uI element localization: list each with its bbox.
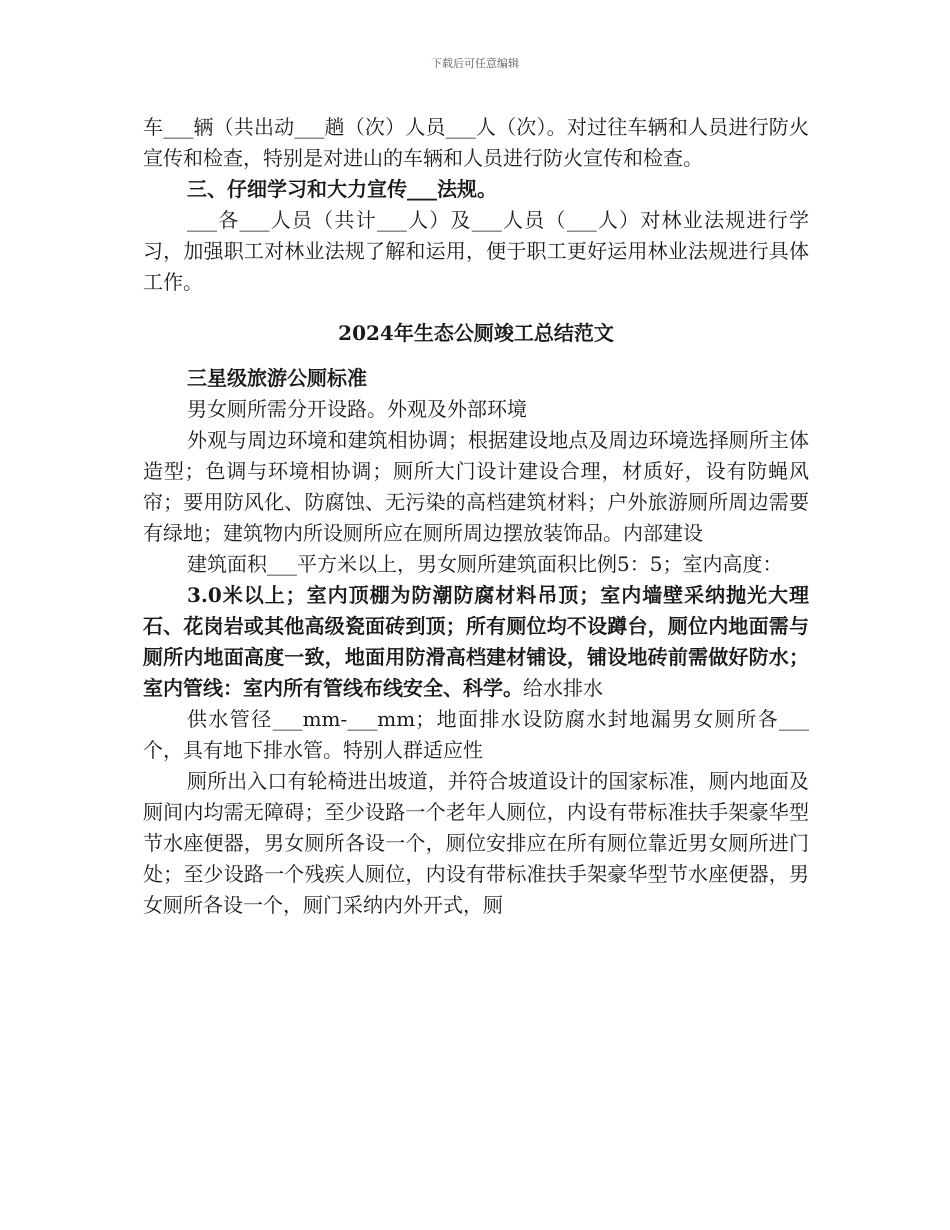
paragraph-water-supply: 供水管径___mm-___mm；地面排水设防腐水封地漏男女厕所各___个，具有地下排水管。特别人群适应性 (143, 707, 809, 762)
subheading-three-star-standard: 三星级旅游公厕标准 (187, 366, 367, 390)
document-title: 2024年生态公厕竣工总结范文 (338, 321, 614, 345)
page-header-note: 下载后可任意编辑 (431, 57, 519, 70)
paragraph-vehicle-inspection: 车___辆（共出动___趟（次）人员___人（次）。对过往车辆和人员进行防火宣传和检查，特别是对进山的车辆和人员进行防火宣传和检查。 (143, 115, 809, 170)
document-body (143, 112, 809, 921)
interior-construction-bold-text: 3.0米以上；室内顶棚为防潮防腐材料吊顶；室内墙壁采纳抛光大理石、花岗岩或其他高级瓷面砖到顶；所有厕位均不设蹲台，厕位内地面需与厕所内地面高度一致，地面用防滑高档建材铺设，铺设地砖前需做好防水；室内管线：室内所有管线布线安全、科学。 (143, 583, 809, 700)
paragraph-special-groups: 厕所出入口有轮椅进出坡道，并符合坡道设计的国家标准，厕内地面及厕间内均需无障碍；至少设路一个老年人厕位，内设有带标准扶手架豪华型节水座便器，男女厕所各设一个，厕位安排应在所有厕位靠近男女厕所进门处；至少设路一个残疾人厕位，内设有带标准扶手架豪华型节水座便器，男女厕所各设一个，厕门采纳内外开式，厕 (143, 769, 809, 917)
paragraph-building-area: 建筑面积___平方米以上，男女厕所建筑面积比例5：5；室内高度： (187, 552, 783, 576)
paragraph-forestry-law-study: ___各___人员（共计___人）及___人员（___人）对林业法规进行学习，加强职工对林业法规了解和运用，便于职工更好运用林业法规进行具体工作。 (143, 208, 809, 294)
paragraph-interior-construction (143, 580, 809, 704)
paragraph-separate-facilities: 男女厕所需分开设路。外观及外部环境 (187, 397, 527, 421)
paragraph-exterior-environment: 外观与周边环境和建筑相协调；根据建设地点及周边环境选择厕所主体造型；色调与环境相协调；厕所大门设计建设合理，材质好，设有防蝇风帘；要用防风化、防腐蚀、无污染的高档建筑材料；户外旅游厕所周边需要有绿地；建筑物内所设厕所应在厕所周边摆放装饰品。内部建设 (143, 428, 809, 545)
heading-section-three: 三、仔细学习和大力宣传___法规。 (187, 177, 497, 201)
water-supply-heading-text: 给水排水 (523, 676, 603, 700)
